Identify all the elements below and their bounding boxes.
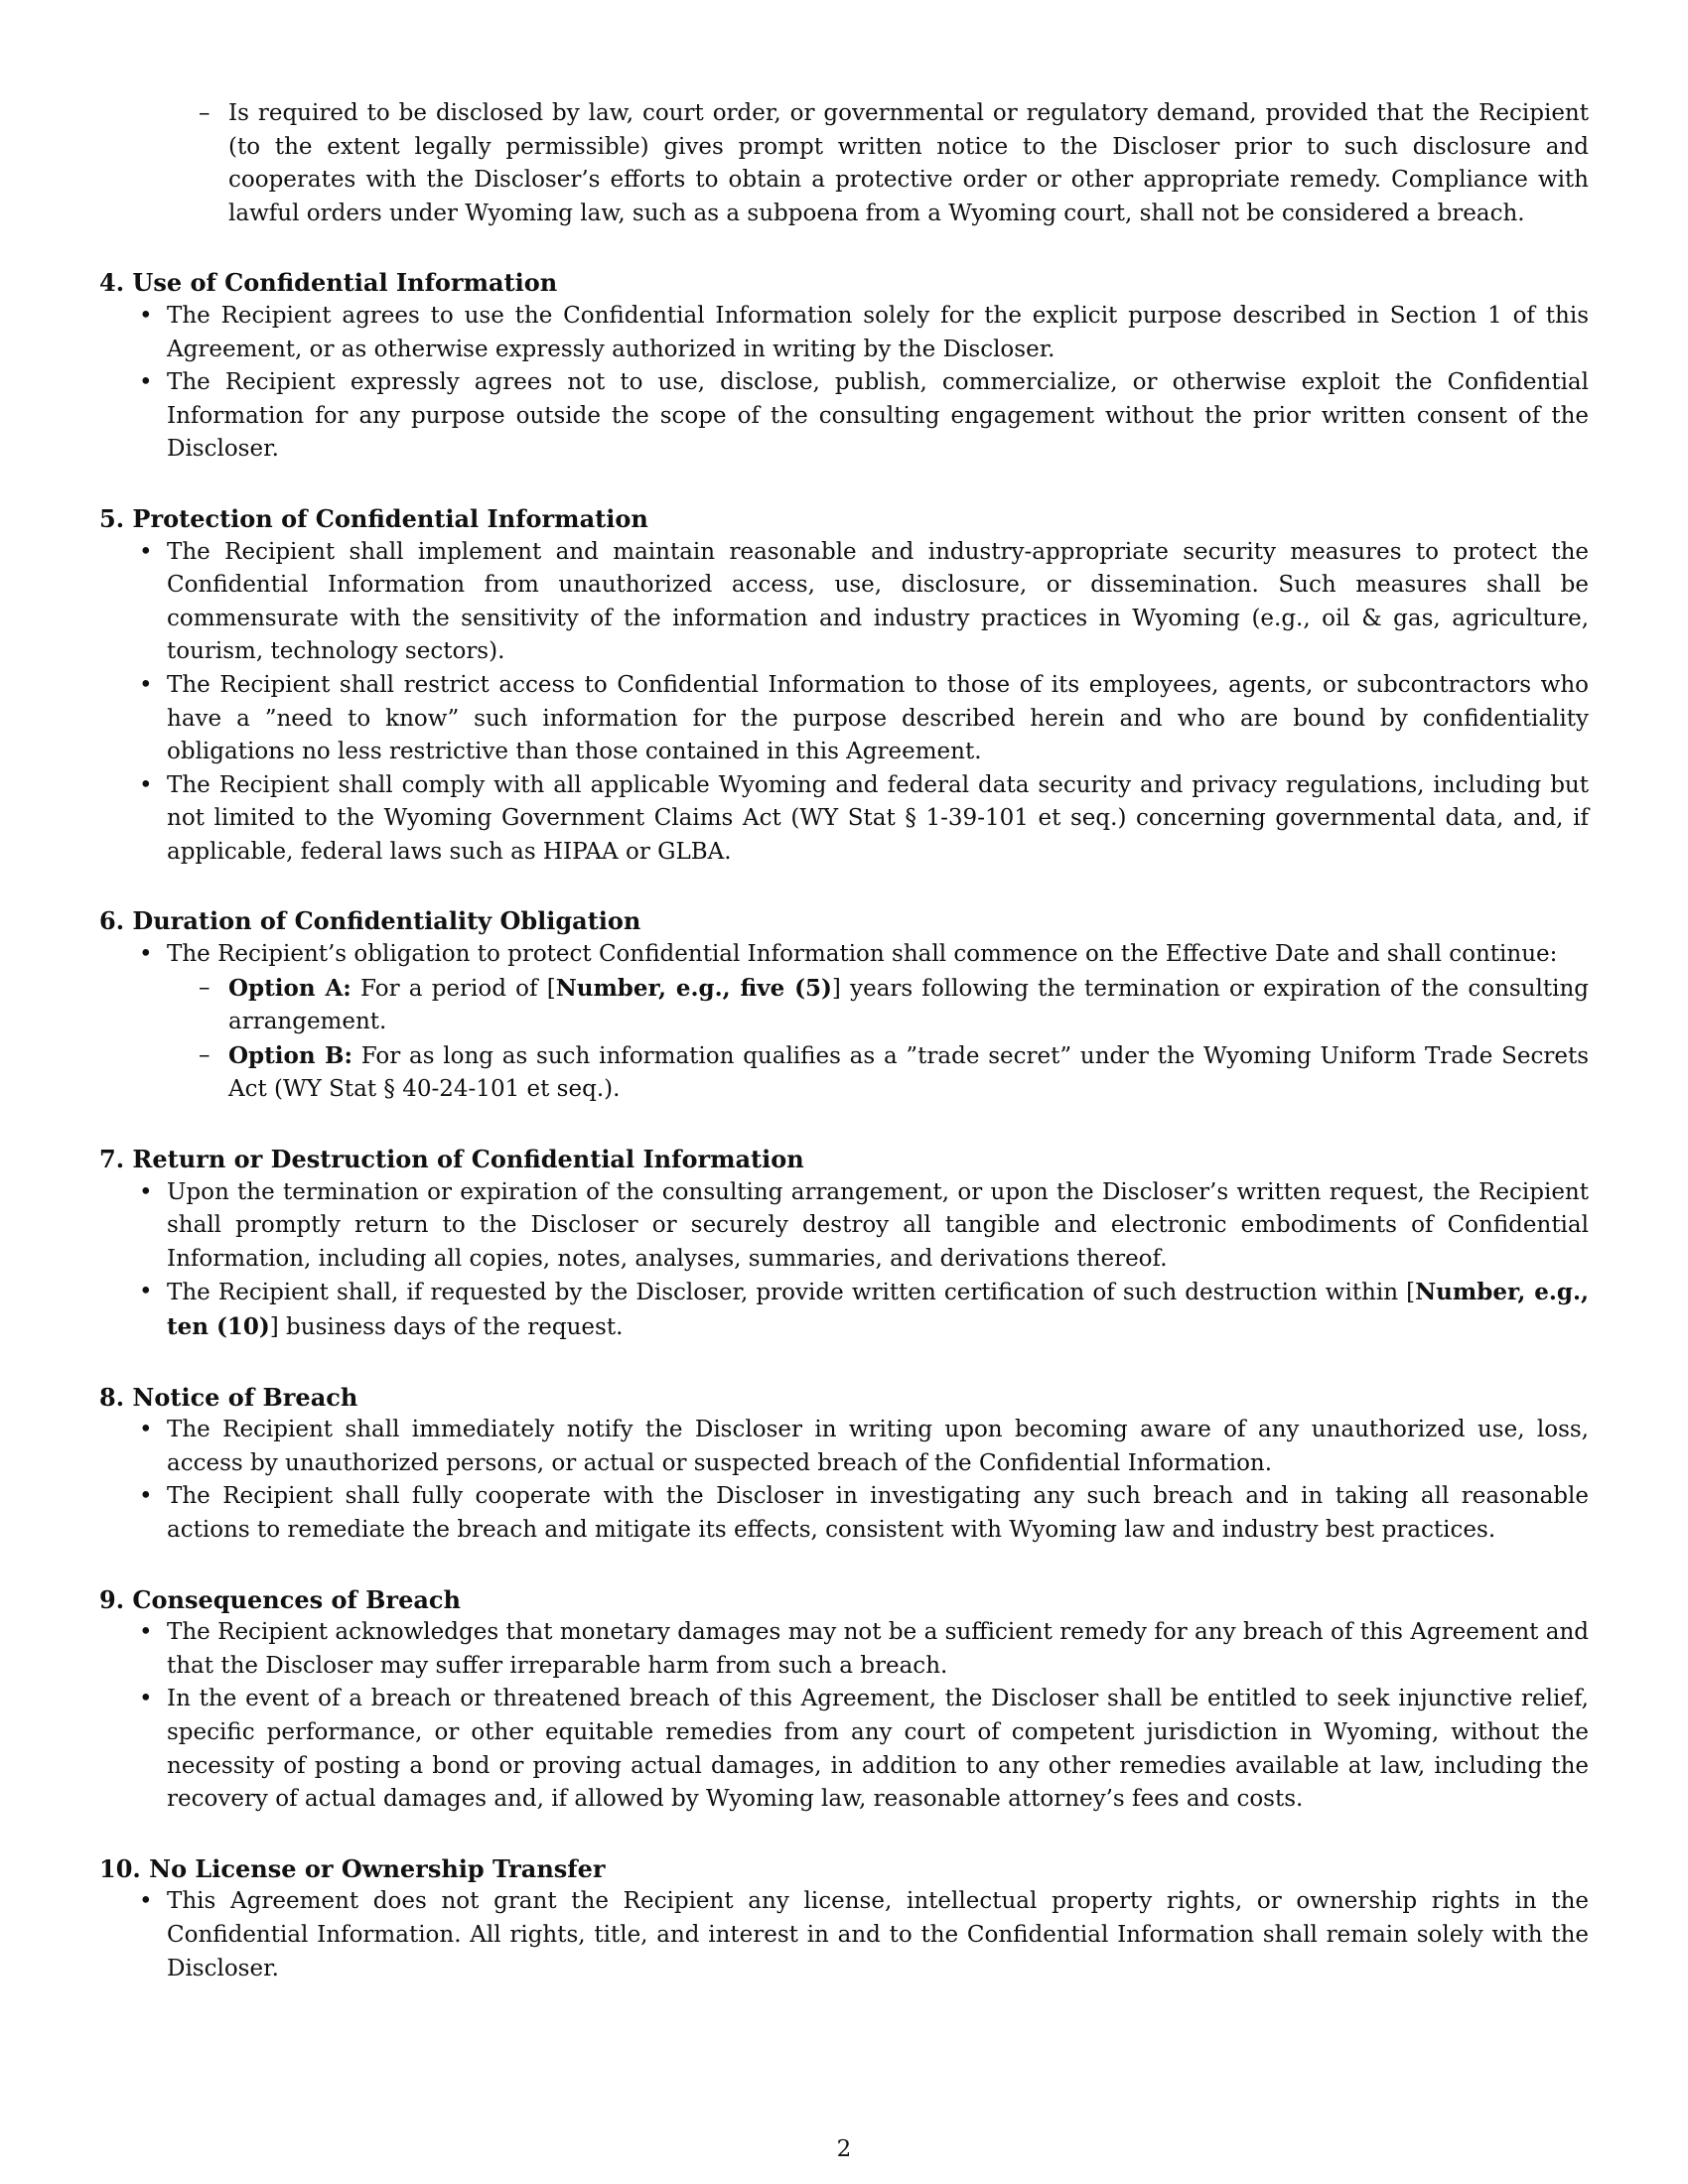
section-heading: 5. Protection of Confidential Information — [99, 503, 648, 533]
bullet-marker: • — [139, 1417, 153, 1443]
bullet-marker: • — [139, 1888, 153, 1915]
section-heading: 4. Use of Confidential Information — [99, 268, 558, 298]
option-label: Option A: — [228, 974, 352, 1002]
list-item: • The Recipient shall fully cooperate with the Discloser in investigating any such breach and in taking all reasonable actions to remediate the breach and mitigate its effects, consistent with Wyoming law and industry best practices. — [99, 1480, 1589, 1547]
section-heading: 9. Consequences of Breach — [99, 1584, 461, 1614]
section-6 — [99, 904, 1589, 1107]
list-item: • The Recipient shall, if requested by the Discloser, provide written certification of such destruction within [Number, e.g., ten (10)] business days of the request. — [99, 1276, 1589, 1344]
list-item: • In the event of a breach or threatened breach of this Agreement, the Discloser shall be entitled to seek injunctive relief, specific performance, or other equitable remedies from any court of competent jurisdiction in Wyoming, without the necessity of posting a bond or proving actual damages, in addition to any other remedies available at law, including the recovery of actual damages and, if allowed by Wyoming law, reasonable attorney’s fees and costs. — [99, 1683, 1589, 1816]
list-item: • The Recipient shall immediately notify the Discloser in writing upon becoming aware of any unauthorized use, loss, access by unauthorized persons, or actual or suspected breach of the Confidential Information. — [99, 1414, 1589, 1480]
bullet-marker: • — [139, 1178, 153, 1205]
section-4 — [99, 266, 1589, 467]
bullet-marker: • — [139, 1483, 153, 1510]
section-title: Consequences of Breach — [132, 1584, 461, 1614]
page-number: 2 — [836, 2136, 852, 2162]
bullet-marker: • — [139, 1619, 153, 1646]
section-10 — [99, 1852, 1589, 1985]
section-title: Notice of Breach — [132, 1382, 358, 1412]
list-item: • The Recipient shall comply with all applicable Wyoming and federal data security and privacy regulations, including but not limited to the Wyoming Government Claims Act (WY Stat § 1-39-101 et seq.) concerning governmental data, and, if applicable, federal laws such as HIPAA or GLBA. — [99, 769, 1589, 870]
document-body — [99, 97, 1589, 1985]
list-item: • The Recipient shall restrict access to Confidential Information to those of its employees, agents, or subcontractors who have a ”need to know” such information for the purpose described herein and who are bound by confidentiality obligations no less restrictive than those contained in this Agreement. — [99, 669, 1589, 769]
section-title: Use of Confidential Information — [132, 268, 558, 298]
bullet-marker: • — [139, 302, 153, 329]
continuation-item — [99, 97, 1589, 230]
bullet-marker: • — [139, 671, 153, 698]
section-5 — [99, 502, 1589, 870]
bullet-marker: • — [139, 1279, 153, 1305]
bullet-marker: • — [139, 369, 153, 396]
option-b-item: – Option B: For as long as such information qualifies as a ”trade secret” under the Wyoming Uniform Trade Secrets Act (WY Stat § 40-24-101 et seq.). — [99, 1039, 1589, 1107]
section-8 — [99, 1381, 1589, 1548]
list-item: • Upon the termination or expiration of the consulting arrangement, or upon the Discloser’s written request, the Recipient shall promptly return to the Discloser or securely destroy all tangible and electronic embodiments of Confidential Information, including all copies, notes, analyses, summaries, and derivations thereof. — [99, 1176, 1589, 1277]
section-9 — [99, 1583, 1589, 1817]
dash-marker: – — [199, 1041, 211, 1068]
list-item: • The Recipient agrees to use the Confidential Information solely for the explicit purpose described in Section 1 of this Agreement, or as otherwise expressly authorized in writing by the Discloser. — [99, 300, 1589, 366]
bullet-marker: • — [139, 538, 153, 565]
option-a-item: – Option A: For a period of [Number, e.g., five (5)] years following the termination or expiration of the consulting arrangement. — [99, 972, 1589, 1039]
section-heading: 10. No License or Ownership Transfer — [99, 1853, 606, 1883]
section-title: No License or Ownership Transfer — [149, 1853, 606, 1883]
option-label: Option B: — [228, 1041, 352, 1069]
bullet-marker: • — [139, 941, 153, 968]
list-item: • The Recipient shall implement and maintain reasonable and industry-appropriate security measures to protect the Confidential Information from unauthorized access, use, disclosure, or dissemination. Such measures shall be commensurate with the sensitivity of the information and industry practices in Wyoming (e.g., oil & gas, agriculture, tourism, technology sectors). — [99, 536, 1589, 669]
list-item: • This Agreement does not grant the Recipient any license, intellectual property rights, or ownership rights in the Confidential Information. All rights, title, and interest in and to the Confidential Information shall remain solely with the Discloser. — [99, 1885, 1589, 1985]
section-7 — [99, 1143, 1589, 1345]
section-title: Protection of Confidential Information — [132, 503, 648, 533]
dash-marker: – — [199, 100, 211, 126]
section-title: Duration of Confidentiality Obligation — [132, 906, 641, 936]
section-heading: 7. Return or Destruction of Confidential Information — [99, 1145, 804, 1174]
section-heading: 8. Notice of Breach — [99, 1382, 358, 1412]
placeholder-value: Number, e.g., ten (10) — [167, 1279, 1589, 1340]
section-heading: 6. Duration of Confidentiality Obligation — [99, 906, 641, 936]
dash-marker: – — [199, 974, 211, 1001]
list-item: • The Recipient acknowledges that monetary damages may not be a sufficient remedy for any breach of this Agreement and that the Discloser may suffer irreparable harm from such a breach. — [99, 1616, 1589, 1683]
bullet-marker: • — [139, 771, 153, 798]
list-item: • The Recipient expressly agrees not to use, disclose, publish, commercialize, or otherwise exploit the Confidential Information for any purpose outside the scope of the consulting engagement without the prior written consent of the Discloser. — [99, 366, 1589, 467]
placeholder-value: Number, e.g., five (5) — [555, 974, 832, 1002]
bullet-marker: • — [139, 1686, 153, 1712]
section-title: Return or Destruction of Confidential Information — [132, 1145, 804, 1174]
continuation-text: Is required to be disclosed by law, court order, or governmental or regulatory demand, provided that the Recipient (to the extent legally permissible) gives prompt written notice to the Discloser prior to such disclosure and cooperates with the Discloser’s efforts to obtain a protective order or other appropriate remedy. Compliance with lawful orders under Wyoming law, such as a subpoena from a Wyoming court, shall not be considered a breach. — [228, 100, 1589, 226]
list-item: • The Recipient’s obligation to protect Confidential Information shall commence on the Effective Date and shall continue: — [99, 938, 1589, 972]
